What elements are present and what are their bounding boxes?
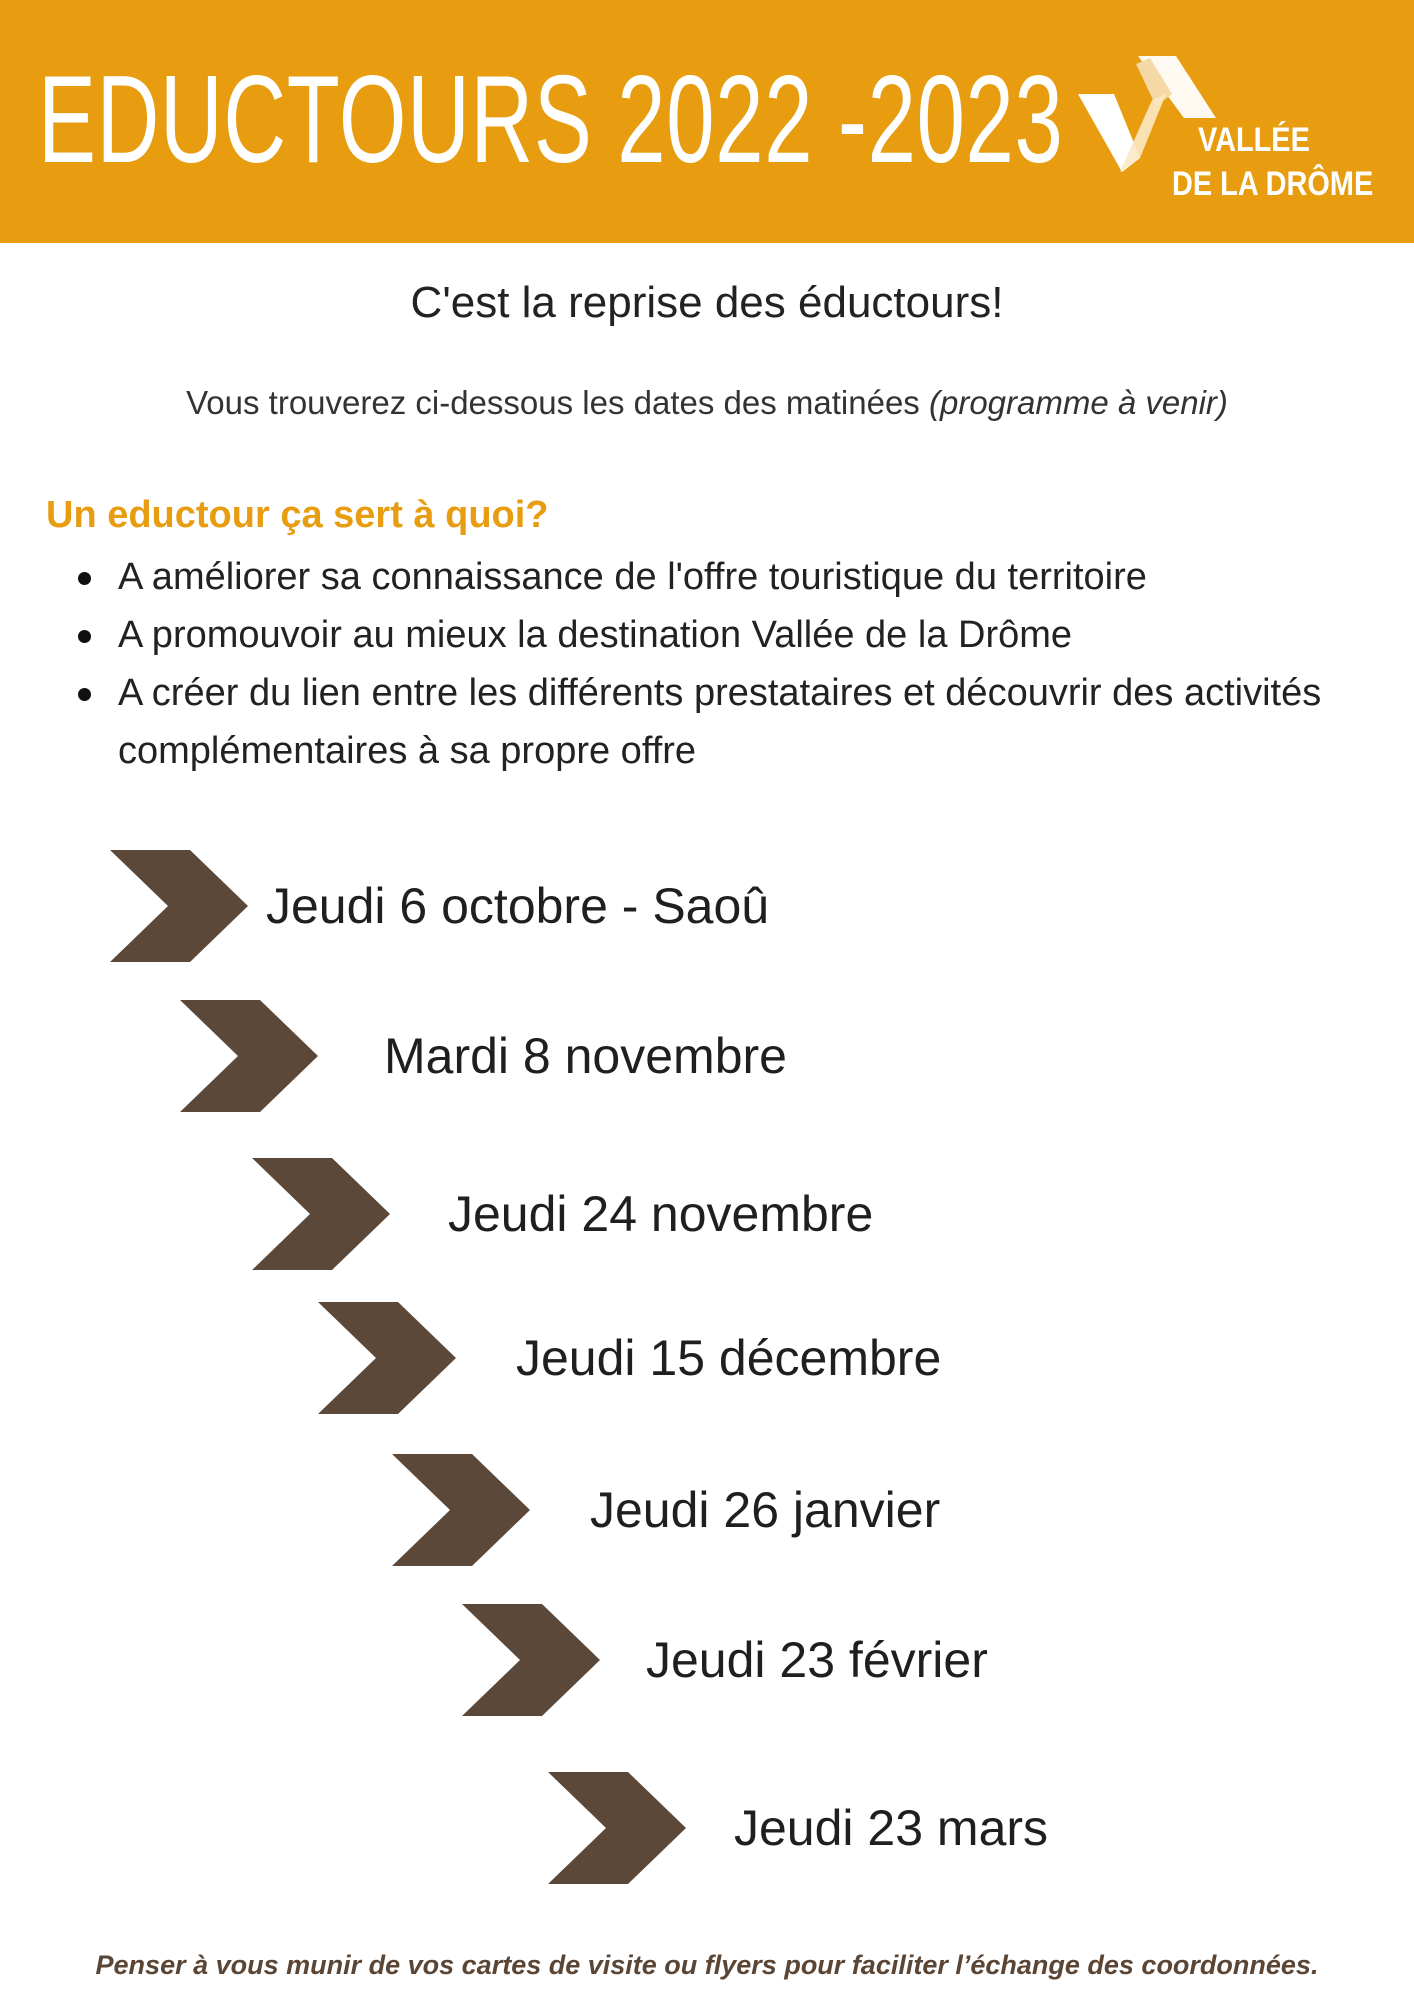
intro-heading: C'est la reprise des éductours! [410, 278, 1004, 327]
date-label: Jeudi 26 janvier [590, 1482, 941, 1538]
date-label: Jeudi 23 février [646, 1632, 988, 1688]
intro-subtext [0, 384, 1414, 422]
date-label: Jeudi 23 mars [734, 1800, 1049, 1856]
date-row [318, 1302, 1218, 1414]
date-label: Mardi 8 novembre [384, 1028, 787, 1084]
purpose-item [70, 664, 1370, 780]
purpose-list [70, 548, 1370, 780]
date-row [392, 1454, 1292, 1566]
purpose-item [70, 606, 1370, 664]
date-label: Jeudi 15 décembre [516, 1330, 942, 1386]
chevron-right-icon [548, 1772, 686, 1884]
date-label: Jeudi 24 novembre [448, 1186, 874, 1242]
purpose-item-text: A améliorer sa connaissance de l'offre touristique du territoire [118, 556, 1147, 598]
chevron-right-icon [180, 1000, 318, 1112]
bullet-icon [78, 688, 91, 701]
chevron-right-icon [462, 1604, 600, 1716]
page-title: EDUCTOURS 2022 -2023 [38, 51, 1064, 189]
logo-line-1: VALLÉE [1198, 121, 1310, 159]
date-label: Jeudi 6 octobre - Saoû [266, 878, 770, 934]
header-banner [0, 0, 1414, 243]
intro-subtext-italic: (programme à venir) [928, 384, 1228, 421]
date-row [180, 1000, 1080, 1112]
purpose-question: Un eductour ça sert à quoi? [46, 494, 549, 536]
purpose-item [70, 548, 1370, 606]
logo-wordmark [1172, 118, 1409, 206]
chevron-right-icon [252, 1158, 390, 1270]
chevron-right-icon [318, 1302, 456, 1414]
date-row [252, 1158, 1152, 1270]
logo-line-2: DE LA DRÔME [1172, 165, 1374, 203]
bullet-icon [78, 572, 91, 585]
bullet-icon [78, 630, 91, 643]
date-row [548, 1772, 1348, 1884]
date-row [462, 1604, 1362, 1716]
chevron-right-icon [110, 850, 248, 962]
date-row [110, 850, 1010, 962]
chevron-right-icon [392, 1454, 530, 1566]
intro-subtext-main: Vous trouverez ci-dessous les dates des matinées [186, 384, 929, 421]
footer-note: Penser à vous munir de vos cartes de visite ou flyers pour faciliter l’échange des coordonnées. [95, 1950, 1319, 1980]
purpose-item-text: A créer du lien entre les différents prestataires et découvrir des activités complémentaires à sa propre offre [118, 672, 1322, 772]
purpose-item-text: A promouvoir au mieux la destination Vallée de la Drôme [118, 614, 1073, 656]
